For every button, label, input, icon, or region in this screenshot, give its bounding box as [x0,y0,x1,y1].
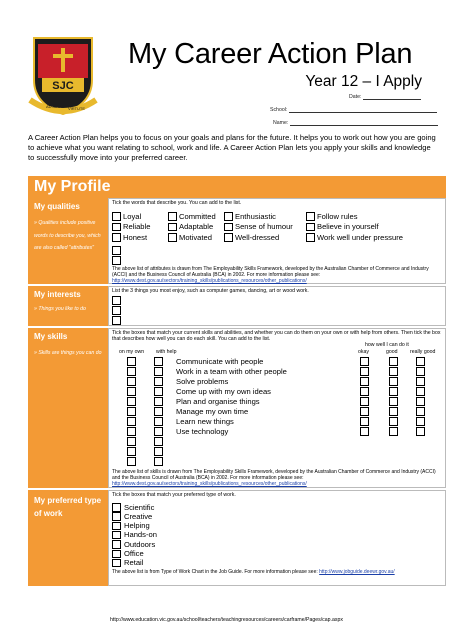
quality-checkbox[interactable] [224,212,233,221]
work-instruction: Tick the boxes that match your preferred type of work. [112,492,236,498]
skill-checkbox[interactable] [360,427,369,436]
quality-label: Honest [123,232,148,242]
skill-checkbox[interactable] [154,427,163,436]
qualities-panel [28,198,108,284]
school-field[interactable] [270,107,437,113]
skill-checkbox[interactable] [127,377,136,386]
quality-checkbox[interactable] [306,223,315,232]
skill-checkbox[interactable] [389,397,398,406]
work-type-label: Outdoors [124,539,156,549]
skill-checkbox[interactable] [154,387,163,396]
quality-label: Loyal [123,211,142,221]
skill-label: Come up with my own ideas [176,386,271,396]
qualities-heading: My qualities [34,202,80,211]
work-type-label: Hands-on [124,530,157,540]
skill-checkbox[interactable] [360,417,369,426]
skill-checkbox[interactable] [127,357,136,366]
skill-checkbox[interactable] [154,417,163,426]
quality-label: Sense of humour [235,222,293,231]
quality-checkbox[interactable] [112,212,121,221]
work-type-checkbox[interactable] [112,531,121,540]
quality-label: Committed [179,211,216,221]
interest-checkbox[interactable] [112,296,121,305]
work-heading: My preferred type of work [34,496,102,518]
skill-checkbox[interactable] [127,367,136,376]
skills-content [108,328,446,488]
quality-label: Well-dressed [235,232,280,242]
skill-checkbox[interactable] [127,427,136,436]
interests-content [108,286,446,326]
skill-checkbox[interactable] [389,427,398,436]
skill-label: Use technology [176,426,229,436]
page-subtitle: Year 12 – I Apply [305,73,422,90]
skill-checkbox[interactable] [127,407,136,416]
skill-checkbox[interactable] [127,457,136,466]
quality-label: Adaptable [179,222,214,231]
work-type-label: Helping [124,521,150,531]
skills-panel [28,328,108,488]
name-field[interactable] [273,120,438,126]
skill-checkbox[interactable] [416,367,425,376]
qualities-content [108,198,446,284]
quality-label: Enthusiastic [235,211,276,221]
skill-label: Manage my own time [176,406,249,416]
skill-checkbox[interactable] [416,387,425,396]
work-source-link[interactable]: http://www.jobguide.deewr.gov.au/ [319,569,395,575]
skill-checkbox[interactable] [154,357,163,366]
qualities-instruction: Tick the words that describe you. You can add to the list. [112,200,242,206]
skill-checkbox[interactable] [360,407,369,416]
skill-checkbox[interactable] [154,377,163,386]
skill-checkbox[interactable] [389,377,398,386]
work-type-checkbox[interactable] [112,503,121,512]
skill-checkbox[interactable] [127,437,136,446]
skill-checkbox[interactable] [416,377,425,386]
skill-label: Communicate with people [176,356,264,366]
quality-checkbox[interactable] [168,223,177,232]
quality-checkbox[interactable] [224,233,233,242]
work-type-checkbox[interactable] [112,540,121,549]
interests-subtext: » Things you like to do [34,306,86,312]
skill-label: Plan and organise things [176,396,260,406]
date-label: Date: [349,94,362,100]
quality-extra-checkbox[interactable] [112,256,121,265]
work-type-checkbox[interactable] [112,522,121,531]
work-type-checkbox[interactable] [112,550,121,559]
work-type-label: Retail [124,558,144,568]
quality-label: Motivated [179,232,212,242]
skill-checkbox[interactable] [127,397,136,406]
quality-checkbox[interactable] [168,212,177,221]
skill-label: Learn new things [176,416,234,426]
quality-label: Follow rules [317,211,358,221]
quality-label: Believe in yourself [317,222,379,231]
footer-url: http://www.education.vic.gov.au/school/teachers/teachingresources/careers/carframe/Pages/cap.aspx [110,617,343,623]
skill-checkbox[interactable] [416,427,425,436]
how-well-header: how well I can do it [365,342,409,348]
work-type-checkbox[interactable] [112,559,121,568]
svg-text:VIRTUTE: VIRTUTE [68,106,86,111]
work-note [112,569,444,575]
qualities-note [112,266,444,285]
skill-checkbox[interactable] [416,417,425,426]
skills-note [112,469,444,488]
quality-label: Work well under pressure [317,232,403,242]
skill-checkbox[interactable] [389,417,398,426]
skill-checkbox[interactable] [389,387,398,396]
col-good: good [386,349,398,355]
work-type-checkbox[interactable] [112,512,121,521]
skills-heading: My skills [34,332,68,341]
skill-checkbox[interactable] [389,357,398,366]
interests-heading: My interests [34,290,81,299]
interest-checkbox[interactable] [112,316,121,325]
skill-checkbox[interactable] [154,407,163,416]
skill-checkbox[interactable] [360,377,369,386]
work-type-label: Scientific [124,502,155,512]
qualities-subtext: » Qualities include positive words to describe you, which are also called "attributes" [34,220,101,251]
school-logo [28,34,98,118]
interest-checkbox[interactable] [112,306,121,315]
skill-label: Solve problems [176,376,229,386]
skill-checkbox[interactable] [127,387,136,396]
quality-label: Reliable [123,222,151,231]
quality-extra-checkbox[interactable] [112,246,121,255]
col-okay: okay [358,349,369,355]
skill-checkbox[interactable] [154,437,163,446]
work-type-label: Creative [124,511,153,521]
quality-checkbox[interactable] [112,223,121,232]
col-with-help: with help [156,349,177,355]
skill-checkbox[interactable] [154,367,163,376]
svg-text:AD ALTA: AD ALTA [46,104,62,109]
interests-instruction: List the 3 things you most enjoy, such as computer games, dancing, art or wood work. [112,288,309,294]
intro-paragraph: A Career Action Plan helps you to focus on your goals and plans for the future. It helps you to work out how you are going to achieve what you want relating to school, work and life. A Career Action Plan lets you apply your skills and knowledge to successfully move into your preferred career. [28,133,436,163]
qualities-note-text: The above list of attributes is drawn from The Employability Skills Framework, developed by the Australian Chamber of Commerce and Industry (ACCI) and the Business Council of Australia (BCA) in 2002. For more information please see: [112,266,429,279]
page-title: My Career Action Plan [128,38,413,70]
skill-checkbox[interactable] [127,447,136,456]
work-type-label: Office [124,549,144,558]
work-content [108,490,446,586]
skill-checkbox[interactable] [127,417,136,426]
skill-checkbox[interactable] [416,407,425,416]
quality-checkbox[interactable] [112,233,121,242]
col-really-good: really good [410,349,436,355]
skills-note-text: The above list of skills is drawn from The Employability Skills Framework, developed by the Australian Chamber of Commerce and Industry (ACCI) and the Business Council of Australia (BCA) in 2002. For more information please see: [112,469,436,482]
skill-checkbox[interactable] [360,367,369,376]
interests-panel [28,286,108,326]
skill-checkbox[interactable] [416,357,425,366]
skills-subtext: » Skills are things you can do [34,350,102,356]
skill-checkbox[interactable] [389,407,398,416]
quality-checkbox[interactable] [224,223,233,232]
school-label: School: [270,107,288,113]
quality-checkbox[interactable] [168,233,177,242]
skill-checkbox[interactable] [154,397,163,406]
work-note-text: The above list is from Type of Work Chart in the Job Guide. For more information please see: [112,569,318,575]
skill-checkbox[interactable] [360,357,369,366]
skill-label: Work in a team with other people [176,366,287,376]
skill-checkbox[interactable] [416,397,425,406]
quality-checkbox[interactable] [306,233,315,242]
col-on-my-own: on my own [119,349,145,355]
skill-checkbox[interactable] [154,447,163,456]
date-field[interactable] [349,94,421,100]
qualities-source-link[interactable]: http://www.dest.gov.au/sectors/training_skills/publications_resources/other_publications/ [112,278,307,285]
skill-checkbox[interactable] [360,387,369,396]
profile-heading: My Profile [28,176,446,198]
work-panel [28,490,108,586]
quality-checkbox[interactable] [306,212,315,221]
skills-source-link[interactable]: http://www.dest.gov.au/sectors/training_skills/publications_resources/other_publications/ [112,481,307,488]
skills-instruction: Tick the boxes that match your current skills and abilities, and whether you can do them on your own or with help from others. Then tick the box that describes how well you can do each skill. You can add to the list. [112,330,441,343]
skill-checkbox[interactable] [154,457,163,466]
skill-checkbox[interactable] [360,397,369,406]
skill-checkbox[interactable] [389,367,398,376]
name-label: Name: [273,120,289,126]
svg-text:SJC: SJC [52,80,74,92]
